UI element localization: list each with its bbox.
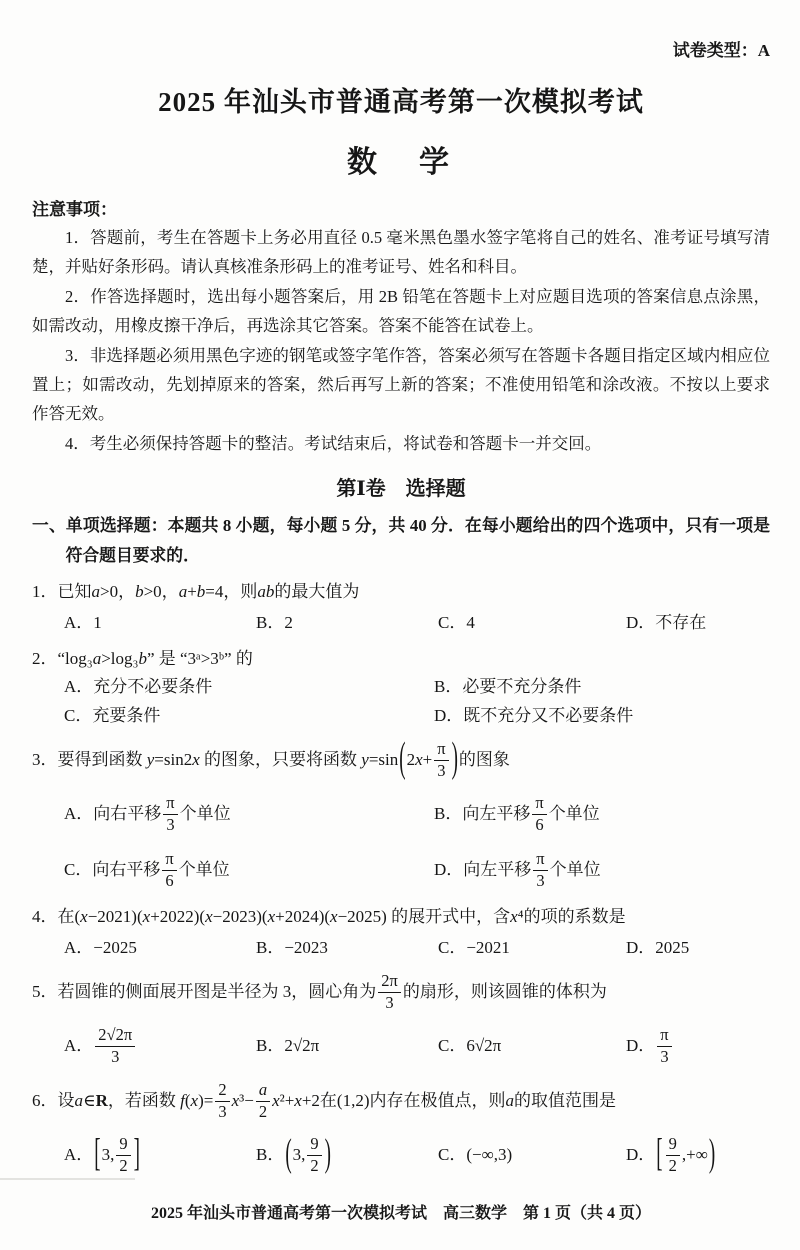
q3-a-den: 3 bbox=[166, 814, 175, 834]
q5-a-frac bbox=[95, 1026, 135, 1066]
q6-option-b bbox=[256, 1130, 438, 1180]
q3-b-den: 6 bbox=[535, 814, 544, 834]
q6-d-label: D． bbox=[626, 1145, 656, 1165]
left-paren: ( bbox=[399, 734, 406, 782]
q4-option-d: D．2025 bbox=[626, 938, 690, 958]
q6-d-num: 9 bbox=[666, 1135, 680, 1155]
q6-stem-post: x²+x+2在(1,2)内存在极值点，则a的取值范围是 bbox=[272, 1091, 617, 1111]
q5-b-label: B． bbox=[256, 1036, 285, 1056]
q3-a-frac bbox=[163, 794, 177, 834]
q5-a-label: A． bbox=[64, 1036, 94, 1056]
question-3-stem bbox=[32, 734, 770, 783]
q6-b-label: B． bbox=[256, 1145, 285, 1165]
q3-inner: 2x+ bbox=[406, 750, 433, 770]
q3-c-label: C． bbox=[64, 860, 93, 879]
question-6-stem bbox=[32, 1078, 770, 1124]
paper-type-label: 试卷类型：A bbox=[672, 41, 770, 60]
q3-d-frac bbox=[533, 850, 547, 890]
section1-header: 第Ⅰ卷 选择题 bbox=[336, 478, 466, 501]
q5-option-d bbox=[626, 1021, 770, 1071]
q3-b-post: 个单位 bbox=[548, 804, 600, 823]
q3-d-pre: 向左平移 bbox=[463, 860, 532, 879]
q5-c-label: C． bbox=[438, 1036, 467, 1056]
question-2-stem: 2．“log₃a>log₃b” 是 “3ᵃ>3ᵇ” 的 bbox=[32, 649, 253, 669]
q3-a-label: A． bbox=[64, 804, 94, 823]
q6-d-den: 2 bbox=[668, 1155, 677, 1175]
q5-d-frac bbox=[657, 1026, 671, 1066]
question-3-options-row2 bbox=[64, 845, 770, 895]
q5-frac bbox=[378, 972, 401, 1012]
q5-d-den: 3 bbox=[660, 1046, 669, 1066]
q2-option-a: A．充分不必要条件 bbox=[64, 677, 213, 697]
q6-stem-pre: 6．设a∈R，若函数 f(x)= bbox=[32, 1091, 214, 1111]
q6-c-label: C． bbox=[438, 1145, 467, 1165]
q3-b-pre: 向左平移 bbox=[462, 804, 531, 823]
q3-stem-pre: 3．要得到函数 y=sin2x 的图象，只要将函数 y=sin bbox=[32, 750, 399, 770]
q3-option-a bbox=[64, 789, 434, 839]
note-item-4: 4．考生必须保持答题卡的整洁。考试结束后，将试卷和答题卡一并交回。 bbox=[65, 433, 602, 453]
q6-option-d bbox=[626, 1130, 770, 1180]
right-paren: ) bbox=[324, 1132, 331, 1176]
q3-option-d bbox=[434, 845, 770, 895]
q3-stem-post: 的图象 bbox=[458, 750, 510, 770]
q6-b-frac bbox=[307, 1135, 321, 1175]
q6-option-c bbox=[438, 1130, 626, 1180]
q5-option-c bbox=[438, 1021, 626, 1071]
right-paren: ) bbox=[451, 734, 458, 782]
q3-c-pre: 向右平移 bbox=[92, 860, 161, 879]
question-4-stem: 4．在(x−2021)(x+2022)(x−2023)(x+2024)(x−2025) 的展开式中，含x⁴的项的系数是 bbox=[32, 907, 626, 927]
question-5-options bbox=[64, 1021, 770, 1071]
q3-option-b bbox=[434, 789, 770, 839]
question-4-options bbox=[64, 934, 770, 962]
q3-b-frac bbox=[532, 794, 546, 834]
q4-option-c: C．−2021 bbox=[438, 938, 510, 958]
question-2-options-row1 bbox=[64, 673, 770, 702]
q4-option-b: B．−2023 bbox=[256, 938, 328, 958]
q6-b-pre: 3, bbox=[292, 1145, 306, 1165]
scan-artifact-line bbox=[0, 1178, 135, 1180]
q5-stem-pre: 5．若圆锥的侧面展开图是半径为 3，圆心角为 bbox=[32, 982, 377, 1002]
q6-frac1-den: 3 bbox=[218, 1101, 227, 1121]
question-2-options-row2 bbox=[64, 702, 770, 731]
notes-section bbox=[32, 197, 770, 458]
q3-c-post: 个单位 bbox=[178, 860, 230, 879]
question-6 bbox=[32, 1078, 770, 1180]
q6-a-num: 9 bbox=[116, 1135, 130, 1155]
q2-option-c: C．充要条件 bbox=[64, 705, 161, 725]
q3-a-pre: 向右平移 bbox=[93, 804, 162, 823]
q3-b-label: B． bbox=[434, 804, 463, 823]
q5-a-den: 3 bbox=[111, 1046, 120, 1066]
q3-frac-den: 3 bbox=[437, 760, 446, 780]
q6-frac1 bbox=[215, 1081, 229, 1121]
question-6-options bbox=[64, 1130, 770, 1180]
q5-option-b bbox=[256, 1021, 438, 1071]
q3-b-num: π bbox=[532, 794, 546, 814]
q6-frac2-num: a bbox=[256, 1081, 270, 1101]
q6-d-post: ,+∞ bbox=[681, 1145, 708, 1165]
q6-a-label: A． bbox=[64, 1145, 94, 1165]
q6-a-den: 2 bbox=[119, 1155, 128, 1175]
right-paren: ) bbox=[708, 1132, 716, 1176]
q6-b-den: 2 bbox=[310, 1155, 319, 1175]
q6-frac2 bbox=[256, 1081, 270, 1121]
q5-c-value: 6√2π bbox=[466, 1036, 502, 1056]
q1-option-a: A．1 bbox=[64, 613, 102, 633]
q4-option-a: A．−2025 bbox=[64, 938, 137, 958]
left-bracket: [ bbox=[656, 1132, 663, 1176]
left-bracket: [ bbox=[94, 1132, 101, 1176]
q6-d-frac bbox=[666, 1135, 680, 1175]
q6-a-frac bbox=[116, 1135, 130, 1175]
q2-option-d: D．既不充分又不必要条件 bbox=[434, 705, 634, 725]
page-footer: 2025 年汕头市普通高考第一次模拟考试 高三数学 第 1 页（共 4 页） bbox=[150, 1205, 651, 1223]
q3-c-den: 6 bbox=[165, 870, 174, 890]
q5-d-label: D． bbox=[626, 1036, 656, 1056]
left-paren: ( bbox=[285, 1132, 292, 1176]
q5-frac-den: 3 bbox=[385, 992, 394, 1012]
q6-stem-mid: x³− bbox=[231, 1091, 254, 1111]
q1-option-c: C．4 bbox=[438, 613, 475, 633]
q6-frac1-num: 2 bbox=[215, 1081, 229, 1101]
q1-option-b: B．2 bbox=[256, 613, 293, 633]
q5-frac-num: 2π bbox=[378, 972, 401, 992]
q3-c-frac bbox=[162, 850, 176, 890]
q5-stem-post: 的扇形，则该圆锥的体积为 bbox=[402, 982, 607, 1002]
q5-a-num: 2√2π bbox=[95, 1026, 135, 1046]
q6-b-num: 9 bbox=[307, 1135, 321, 1155]
question-1-options bbox=[64, 609, 770, 637]
q3-c-num: π bbox=[162, 850, 176, 870]
note-item-3: 3．非选择题必须用黑色字迹的钢笔或签字笔作答，答案必须写在答题卡各题目指定区域内相应位置上；如需改动，先划掉原来的答案，然后再写上新的答案；不准使用铅笔和涂改液。不按以上要求作答无效。 bbox=[32, 345, 770, 424]
q5-d-num: π bbox=[657, 1026, 671, 1046]
q6-a-pre: 3, bbox=[101, 1145, 115, 1165]
subject-title: 数 学 bbox=[347, 146, 455, 179]
exam-title: 2025 年汕头市普通高考第一次模拟考试 bbox=[158, 87, 644, 117]
question-5-stem bbox=[32, 969, 770, 1015]
q5-b-value: 2√2π bbox=[284, 1036, 320, 1056]
question-2 bbox=[32, 644, 770, 730]
q6-option-a bbox=[64, 1130, 256, 1180]
mcq-intro: 一、单项选择题：本题共 8 小题，每小题 5 分，共 40 分．在每小题给出的四个选项中，只有一项是符合题目要求的． bbox=[32, 516, 770, 565]
q3-a-num: π bbox=[163, 794, 177, 814]
note-item-2: 2．作答选择题时，选出每小题答案后，用 2B 铅笔在答题卡上对应题目选项的答案信息点涂黑，如需改动，用橡皮擦干净后，再选涂其它答案。答案不能答在试卷上。 bbox=[32, 286, 770, 336]
q1-option-d: D．不存在 bbox=[626, 613, 707, 633]
q3-d-den: 3 bbox=[536, 870, 545, 890]
question-1-stem: 1．已知a>0，b>0，a+b=4，则ab的最大值为 bbox=[32, 582, 360, 602]
q2-option-b: B．必要不充分条件 bbox=[434, 677, 582, 697]
q6-frac2-den: 2 bbox=[258, 1101, 268, 1121]
q3-option-c bbox=[64, 845, 434, 895]
right-bracket: ] bbox=[133, 1132, 140, 1176]
question-4 bbox=[32, 902, 770, 962]
q5-option-a bbox=[64, 1021, 256, 1071]
q3-d-post: 个单位 bbox=[549, 860, 601, 879]
note-item-1: 1．答题前，考生在答题卡上务必用直径 0.5 毫米黑色墨水签字笔将自己的姓名、准考证号填写清楚，并贴好条形码。请认真核准条形码上的准考证号、姓名和科目。 bbox=[32, 228, 770, 277]
q6-c-value: (−∞,3) bbox=[466, 1145, 513, 1165]
question-5 bbox=[32, 969, 770, 1071]
q3-d-num: π bbox=[533, 850, 547, 870]
q3-frac bbox=[434, 740, 448, 780]
q3-frac-num: π bbox=[434, 740, 448, 760]
notes-heading: 注意事项： bbox=[32, 200, 117, 219]
question-3-options-row1 bbox=[64, 789, 770, 839]
question-1 bbox=[32, 577, 770, 637]
q3-a-post: 个单位 bbox=[179, 804, 231, 823]
q3-d-label: D． bbox=[434, 860, 464, 879]
question-3 bbox=[32, 734, 770, 895]
